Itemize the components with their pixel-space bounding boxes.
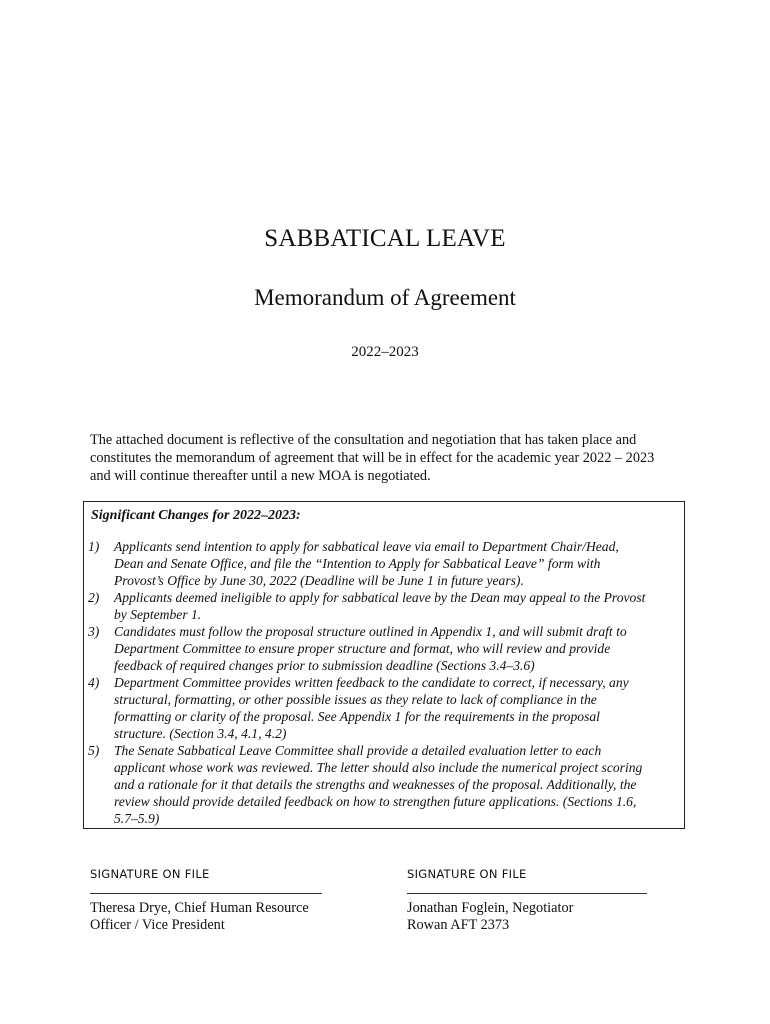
- list-item-line: applicant whose work was reviewed. The letter should also include the numerical project scoring: [114, 760, 643, 775]
- list-item-line: formatting or clarity of the proposal. See Appendix 1 for the requirements in the proposal: [114, 709, 600, 724]
- list-item-line: review should provide detailed feedback on how to strengthen future applications. (Sections 1.6,: [114, 794, 637, 809]
- signatory-title-line: Rowan AFT 2373: [407, 917, 510, 933]
- signature-block-right: [407, 866, 667, 934]
- intro-line: The attached document is reflective of the consultation and negotiation that has taken place and: [90, 432, 637, 448]
- intro-line: and will continue thereafter until a new MOA is negotiated.: [90, 468, 431, 484]
- intro-line: constitutes the memorandum of agreement that will be in effect for the academic year 2022 – 2023: [90, 450, 655, 466]
- list-item: [88, 589, 684, 623]
- list-item-line: structural, formatting, or other possible issues as they relate to lack of compliance in the: [114, 692, 597, 707]
- list-item-line: Department Committee to ensure proper structure and format, who will review and provide: [114, 641, 611, 656]
- significant-changes-box: [83, 501, 685, 829]
- list-item-line: The Senate Sabbatical Leave Committee shall provide a detailed evaluation letter to each: [114, 743, 602, 758]
- signatory-name-line: Jonathan Foglein, Negotiator: [407, 900, 574, 916]
- list-item-line: by September 1.: [114, 607, 202, 622]
- signature-on-file-label: SIGNATURE ON FILE: [90, 867, 210, 881]
- document-subtitle: Memorandum of Agreement: [254, 285, 516, 310]
- list-item: [88, 538, 684, 589]
- signature-line: [90, 893, 322, 894]
- signatory-name: [407, 900, 667, 934]
- list-item-line: and a rationale for it that details the strengths and weaknesses of the proposal. Additionally, the: [114, 777, 637, 792]
- list-item-line: feedback of required changes prior to submission deadline (Sections 3.4–3.6): [114, 658, 535, 673]
- list-item-line: Dean and Senate Office, and file the “Intention to Apply for Sabbatical Leave” form with: [114, 556, 601, 571]
- signature-line: [407, 893, 647, 894]
- list-item-number: 5): [88, 743, 100, 758]
- list-item-line: Candidates must follow the proposal structure outlined in Appendix 1, and will submit draft to: [114, 624, 627, 639]
- signatory-name: [90, 900, 350, 934]
- document-years: 2022–2023: [351, 344, 419, 360]
- list-item: [88, 742, 684, 827]
- changes-list: [88, 538, 684, 827]
- list-item-number: 2): [88, 590, 100, 605]
- list-item-number: 1): [88, 539, 100, 554]
- list-item-line: Provost’s Office by June 30, 2022 (Deadline will be June 1 in future years).: [114, 573, 524, 588]
- list-item-number: 4): [88, 675, 100, 690]
- signature-on-file-label: SIGNATURE ON FILE: [407, 867, 527, 881]
- changes-heading: Significant Changes for 2022–2023:: [91, 508, 301, 523]
- list-item: [88, 623, 684, 674]
- list-item-line: Applicants send intention to apply for sabbatical leave via email to Department Chair/Head,: [114, 539, 619, 554]
- list-item-line: 5.7–5.9): [114, 811, 160, 826]
- list-item-line: Department Committee provides written feedback to the candidate to correct, if necessary, any: [114, 675, 629, 690]
- signature-block-left: [90, 866, 350, 934]
- list-item-number: 3): [88, 624, 100, 639]
- document-title: SABBATICAL LEAVE: [264, 225, 506, 252]
- list-item-line: Applicants deemed ineligible to apply for sabbatical leave by the Dean may appeal to the Provost: [114, 590, 646, 605]
- signatory-title-line: Officer / Vice President: [90, 917, 225, 933]
- list-item: [88, 674, 684, 742]
- list-item-line: structure. (Section 3.4, 4.1, 4.2): [114, 726, 287, 741]
- intro-paragraph: [90, 431, 690, 485]
- signatory-name-line: Theresa Drye, Chief Human Resource: [90, 900, 309, 916]
